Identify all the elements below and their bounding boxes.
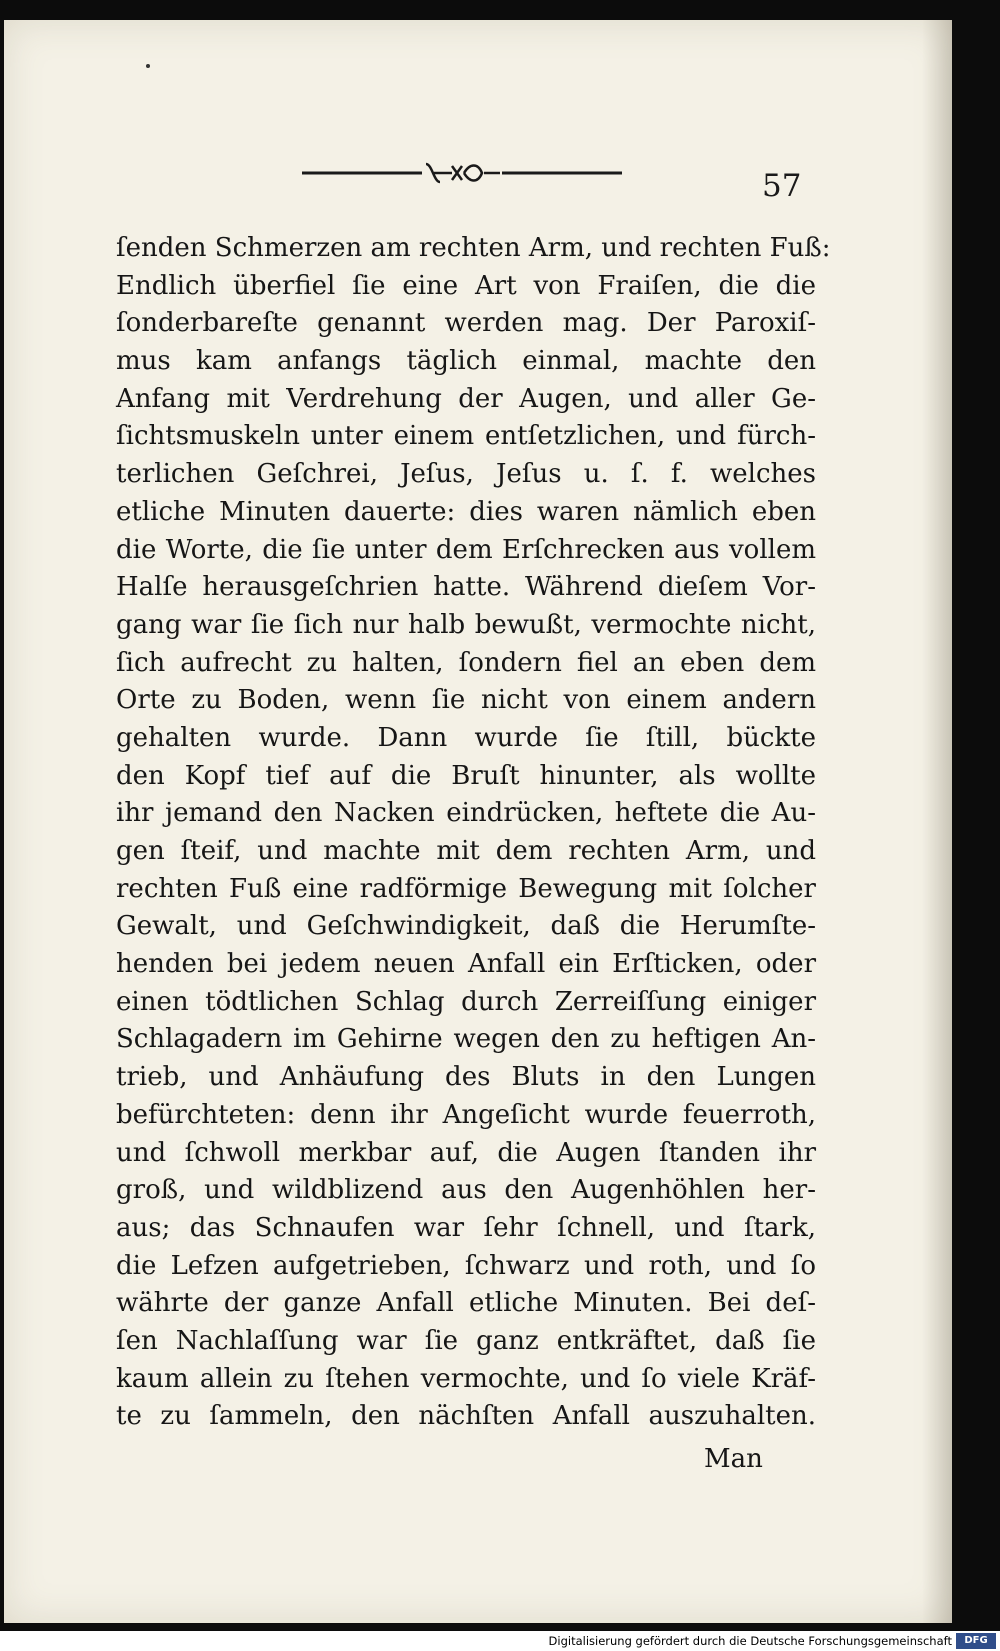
text-line: gen ſteif, und machte mit dem rechten Arm, und [116,836,816,866]
header-ornament [302,158,622,188]
text-line: Gewalt, und Geſchwindigkeit, daß die Herumſte- [116,911,816,942]
text-line: Halſe herausgeſchrien hatte. Während dieſem Vor- [116,572,816,603]
page-number: 57 [762,168,802,204]
dfg-logo: DFG [956,1633,996,1649]
page-edge-shadow [922,20,952,1623]
text-line: die Lefzen aufgetrieben, ſchwarz und roth, und ſo [116,1250,816,1281]
text-line: trieb, und Anhäufung des Bluts in den Lungen [116,1062,816,1093]
text-line: ſonderbareſte genannt werden mag. Der Paroxiſ- [116,308,816,339]
text-line: ſich aufrecht zu halten, ſondern fiel an eben dem [116,647,816,678]
text-line: ſichtsmuskeln unter einem entſetzlichen, und fürch- [116,421,816,452]
text-line: gang war ſie ſich nur halb bewußt, vermochte nicht, [116,609,816,640]
footer-bar [0,1631,1000,1651]
text-line: Orte zu Boden, wenn ſie nicht von einem andern [116,685,816,716]
text-line: den Kopf tief auf die Bruſt hinunter, als wollte [116,760,816,791]
text-line: groß, und wildblizend aus den Augenhöhlen her- [116,1175,816,1206]
body-text [116,230,831,1436]
text-line: ſenden Schmerzen am rechten Arm, und rechten Fuß: [116,233,831,263]
book-page [4,20,952,1623]
ink-speck [146,64,150,68]
text-line: und ſchwoll merkbar auf, die Augen ſtanden ihr [116,1137,816,1168]
text-line: henden bei jedem neuen Anfall ein Erſticken, oder [116,949,816,980]
text-line: einen tödtlichen Schlag durch Zerreiſſung einiger [116,986,816,1017]
text-line: rechten Fuß eine radförmige Bewegung mit ſolcher [116,873,816,904]
text-line: mus kam anfangs täglich einmal, machte den [116,346,816,377]
text-line: ihr jemand den Nacken eindrücken, heftete die Au- [116,798,816,829]
text-line: Schlagadern im Gehirne wegen den zu heftigen An- [116,1024,816,1055]
text-line: währte der ganze Anfall etliche Minuten. Bei deſ- [116,1288,816,1319]
text-line: aus; das Schnaufen war ſehr ſchnell, und ſtark, [116,1212,816,1243]
text-line: Endlich überfiel ſie eine Art von Fraiſen, die die [116,270,816,301]
funding-credit: Digitalisierung gefördert durch die Deutsche Forschungsgemeinschaft [548,1634,952,1648]
text-line: te zu ſammeln, den nächſten Anfall auszuhalten. [116,1401,816,1432]
text-line: die Worte, die ſie unter dem Erſchrecken aus vollem [116,534,816,565]
catchword: Man [704,1444,763,1474]
text-line: etliche Minuten dauerte: dies waren nämlich eben [116,496,816,527]
text-line: gehalten wurde. Dann wurde ſie ſtill, bückte [116,722,816,753]
text-line: befürchteten: denn ihr Angeſicht wurde feuerroth, [116,1099,816,1130]
text-line: terlichen Geſchrei, Jeſus, Jeſus u. ſ. f. welches [116,459,816,490]
text-line: Anfang mit Verdrehung der Augen, und aller Ge- [116,383,816,414]
text-line: kaum allein zu ſtehen vermochte, und ſo viele Kräf- [116,1363,816,1394]
text-line: ſen Nachlaſſung war ſie ganz entkräftet, daß ſie [116,1325,816,1356]
